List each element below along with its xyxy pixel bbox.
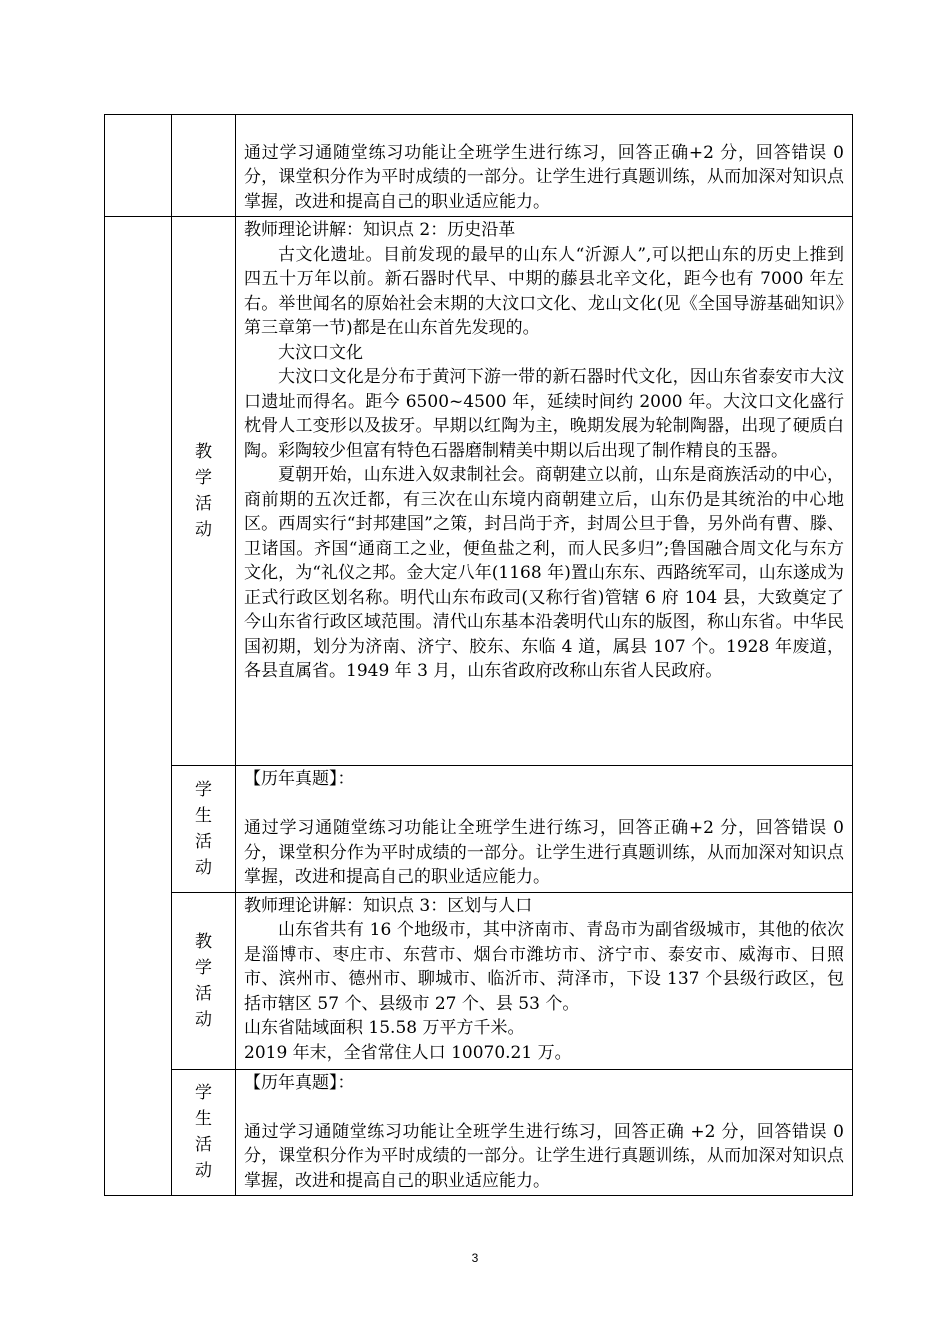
paragraph-subheading: 大汶口文化 — [278, 342, 363, 363]
activity-label: 教学活动 — [195, 931, 212, 1030]
paragraph: 2019 年末，全省常住人口 10070.21 万。 — [244, 1042, 572, 1063]
content-cell — [236, 115, 853, 217]
activity-label: 学生活动 — [195, 1083, 212, 1182]
paragraph: 山东省共有 16 个地级市，其中济南市、青岛市为副省级城市，其他的依次是淄博市、枣庄市、东营市、烟台市潍坊市、济宁市、泰安市、威海市、日照市、滨州市、德州市、聊城市、临沂市、菏泽市，下设 137 个县级行政区，包括市辖区 57 个、县级市 27 个、县 53 个。 — [244, 920, 844, 1014]
activity-label-cell — [172, 115, 236, 217]
table-row — [105, 1069, 853, 1196]
table-row — [105, 892, 853, 1069]
activity-label-cell — [172, 1069, 236, 1196]
content-cell — [236, 1069, 853, 1196]
outer-column-cell — [105, 115, 172, 217]
activity-label: 学生活动 — [195, 779, 212, 878]
paragraph-heading: 【历年真题】： — [244, 1072, 355, 1093]
table-row — [105, 217, 853, 766]
table-row — [105, 115, 853, 217]
page-number: 3 — [471, 1251, 479, 1265]
content-cell — [236, 892, 853, 1069]
paragraph: 通过学习通随堂练习功能让全班学生进行练习，回答正确+2 分，回答错误 0 分，课堂积分作为平时成绩的一部分。让学生进行真题训练，从而加深对知识点掌握，改进和提高自己的职业适应能力。 — [244, 818, 844, 887]
paragraph: 夏朝开始，山东进入奴隶制社会。商朝建立以前，山东是商族活动的中心，商前期的五次迁都，有三次在山东境内商朝建立后，山东仍是其统治的中心地区。西周实行“封邦建国”之策，封吕尚于齐，封周公旦于鲁，另外尚有曹、滕、卫诸国。齐国“通商工之业，便鱼盐之利，而人民多归”;鲁国融合周文化与东方文化，为“礼仪之邦。金大定八年(1168 年)置山东东、西路统军司，山东遂成为正式行政区划名称。明代山东布政司(又称行省)管辖 6 府 104 县，大致奠定了今山东省行政区域范围。清代山东基本沿袭明代山东的版图，称山东省。中华民国初期，划分为济南、济宁、胶东、东临 4 道，属县 107 个。1928 年废道，各县直属省。1949 年 3 月，山东省政府改称山东省人民政府。 — [244, 465, 844, 681]
activity-label-cell — [172, 217, 236, 766]
paragraph: 大汶口文化是分布于黄河下游一带的新石器时代文化，因山东省泰安市大汶口遗址而得名。距今 6500~4500 年，延续时间约 2000 年。大汶口文化盛行枕骨人工变形以及拔牙。早期以红陶为主，晚期发展为轮制陶器，出现了硬质白陶。彩陶较少但富有特色石器磨制精美中期以后出现了制作精良的玉器。 — [244, 367, 844, 461]
activity-label: 教学活动 — [195, 442, 212, 540]
lesson-plan-table — [104, 114, 853, 1196]
content-cell — [236, 217, 853, 766]
blank-line — [244, 792, 844, 817]
blank-line — [244, 1095, 844, 1120]
content-cell — [236, 766, 853, 893]
paragraph: 通过学习通随堂练习功能让全班学生进行练习，回答正确+2 分，回答错误 0 分，课堂积分作为平时成绩的一部分。让学生进行真题训练，从而加深对知识点掌握，改进和提高自己的职业适应能力。 — [244, 142, 844, 212]
outer-column-cell — [105, 217, 172, 1196]
activity-label-cell — [172, 766, 236, 893]
paragraph-heading: 教师理论讲解：知识点 2：历史沿革 — [244, 220, 516, 240]
activity-label-cell — [172, 892, 236, 1069]
paragraph: 通过学习通随堂练习功能让全班学生进行练习，回答正确 +2 分，回答错误 0 分，课堂积分作为平时成绩的一部分。让学生进行真题训练，从而加深对知识点掌握，改进和提高自己的职业适应能力。 — [244, 1121, 844, 1191]
blank-line — [244, 116, 844, 141]
paragraph-heading: 【历年真题】： — [244, 769, 355, 789]
paragraph: 古文化遗址。目前发现的最早的山东人“沂源人”,可以把山东的历史上推到四五十万年以前。新石器时代早、中期的藤县北辛文化，距今也有 7000 年左右。举世闻名的原始社会末期的大汶口文化、龙山文化(见《全国导游基础知识》第三章第一节)都是在山东首先发现的。 — [244, 244, 844, 338]
paragraph: 山东省陆域面积 15.58 万平方千米。 — [244, 1018, 525, 1038]
table-row — [105, 766, 853, 893]
paragraph-heading: 教师理论讲解：知识点 3：区划与人口 — [244, 895, 533, 916]
